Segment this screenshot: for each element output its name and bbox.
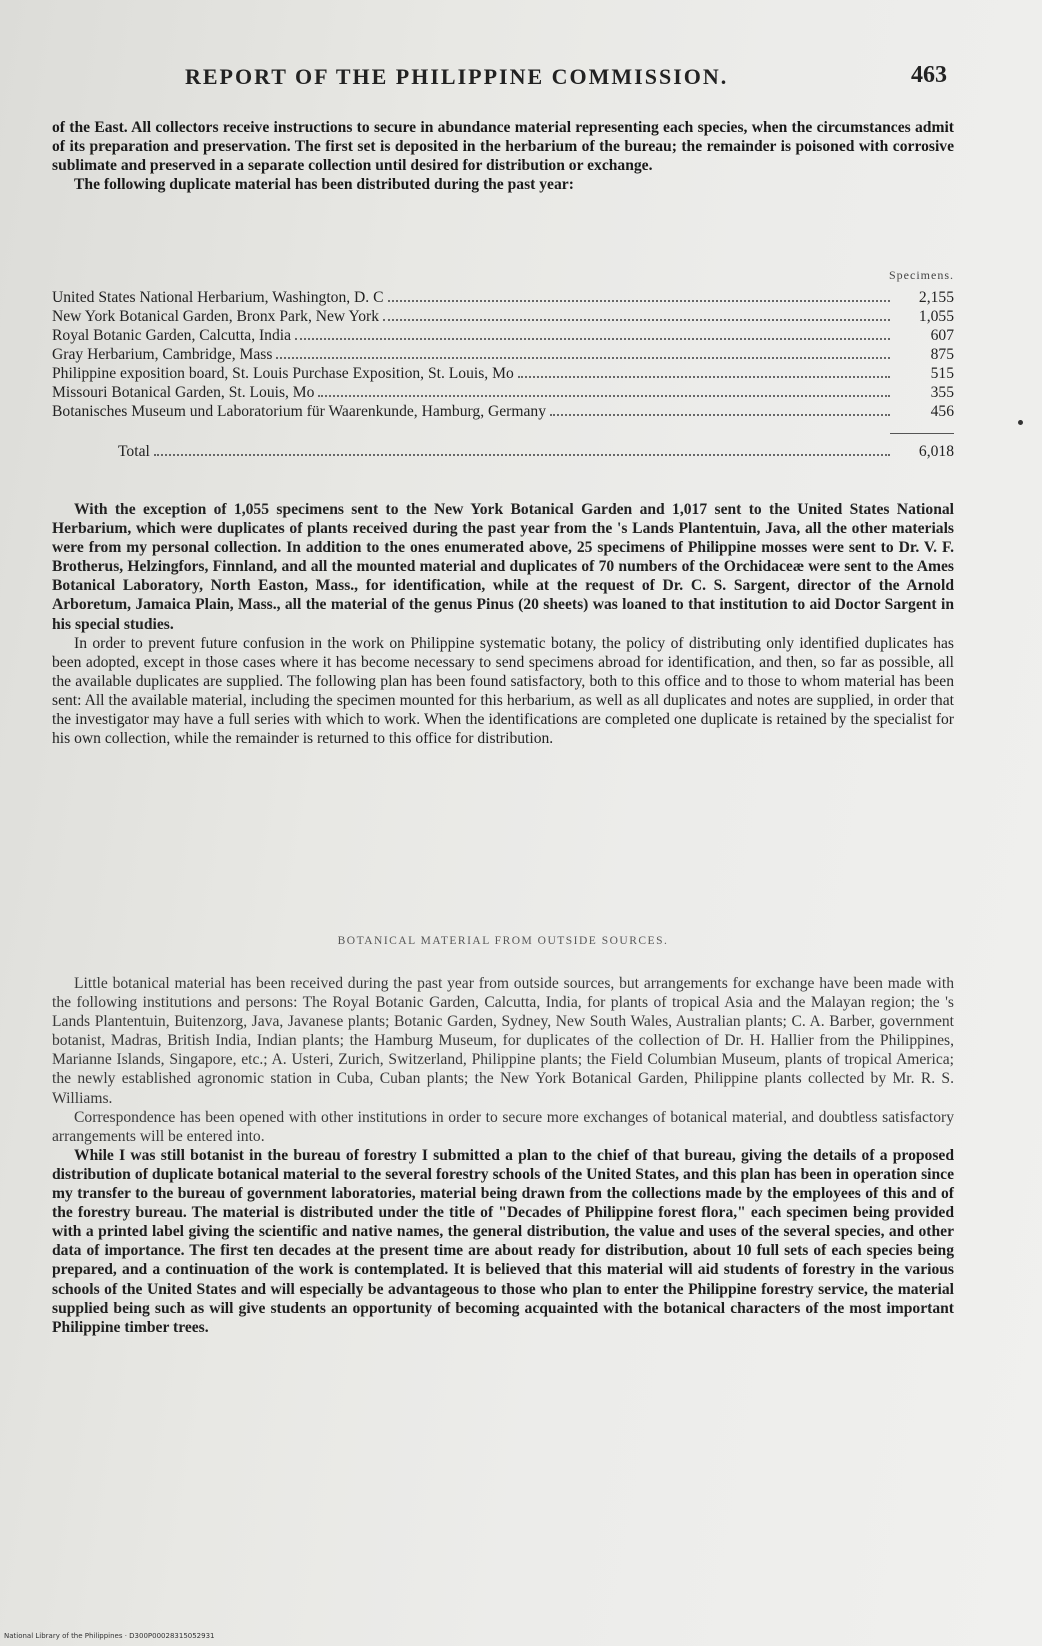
table-row xyxy=(52,326,954,345)
row-label: Botanisches Museum und Laboratorium für Waarenkunde, Hamburg, Germany xyxy=(52,403,547,420)
intro-block xyxy=(52,118,954,194)
distribution-table xyxy=(52,268,954,461)
row-value: 1,055 xyxy=(918,308,954,325)
body-block xyxy=(52,500,954,748)
section-paragraph: While I was still botanist in the bureau of forestry I submitted a plan to the chief of that bureau, giving the details of a proposed distribution of duplicate botanical material to the several forestry schools of the United States, and this plan has been in operation since my transfer to the bureau of government laboratories, material being drawn from the collections made by the employees of this and of the forestry bureau. The material is distributed under the title of "Decades of Philippine forest flora," each specimen being provided with a printed label giving the scientific and native names, the general distribution, the value and uses of the several species, and other data of importance. The first ten decades at the present time are about ready for distribution, about 10 full sets of each species being prepared, and a continuation of the work is contemplated. It is believed that this material will aid students of forestry in the various schools of the United States and will especially be advantageous to those who plan to enter the Philippine forestry service, the material supplied being such as will give students an opportunity of becoming acquainted with the botanical characters of the most important Philippine timber trees. xyxy=(52,1146,954,1336)
scan-speck xyxy=(1018,420,1023,425)
table-row xyxy=(52,402,954,421)
page-number: 463 xyxy=(911,62,947,88)
column-header: Specimens. xyxy=(889,268,954,282)
row-value: 515 xyxy=(930,365,954,382)
section-paragraph: Correspondence has been opened with other institutions in order to secure more exchanges of botanical material, and doubtless satisfactory arrangements will be entered into. xyxy=(52,1108,954,1145)
scan-footer: National Library of the Philippines · D300P00028315052931 xyxy=(4,1632,215,1640)
row-value: 607 xyxy=(930,327,954,344)
intro-paragraph: of the East. All collectors receive instructions to secure in abundance material representing each species, when the circumstances admit of its preparation and preservation. The first set is deposited in the herbarium of the bureau; the remainder is poisoned with corrosive sublimate and preserved in a separate collection until desired for distribution or exchange. xyxy=(52,119,954,175)
row-label: Missouri Botanical Garden, St. Louis, Mo xyxy=(52,384,315,401)
total-row xyxy=(52,442,954,461)
row-label: Philippine exposition board, St. Louis Purchase Exposition, St. Louis, Mo xyxy=(52,365,514,382)
section-heading: BOTANICAL MATERIAL FROM OUTSIDE SOURCES. xyxy=(337,935,669,947)
table-row xyxy=(52,364,954,383)
table-row xyxy=(52,307,954,326)
table-row xyxy=(52,383,954,402)
leader-dots xyxy=(154,454,890,456)
section-block xyxy=(52,974,954,1337)
leader-dots xyxy=(383,319,890,321)
leader-dots xyxy=(295,338,890,340)
leader-dots xyxy=(388,300,890,302)
row-value: 355 xyxy=(930,384,954,401)
leader-dots xyxy=(518,376,890,378)
leader-dots xyxy=(550,414,890,416)
section-paragraph: Little botanical material has been received during the past year from outside sources, but arrangements for exchange have been made with the following institutions and persons: The Royal Botanic Garden, Calcutta, India, for plants of tropical Asia and the Malayan region; the 's Lands Plantentuin, Buitenzorg, Java, Javanese plants; Botanic Garden, Sydney, New South Wales, Australian plants; C. A. Barber, government botanist, Madras, British India, Indian plants; the Hamburg Museum, for duplicates of the collection of Dr. H. Hallier from the Philippines, Marianne Islands, Singapore, etc.; A. Usteri, Zurich, Switzerland, Philippine plants; the Field Columbian Museum, plants of tropical America; the newly established agronomic station in Cuba, Cuban plants; the New York Botanical Garden, Philippine plants collected by Mr. R. S. Williams. xyxy=(52,975,954,1107)
body-paragraph: With the exception of 1,055 specimens sent to the New York Botanical Garden and 1,017 sent to the United States National Herbarium, which were duplicates of plants received during the past year from the 's Lands Plantentuin, Java, all the other materials were from my personal collection. In addition to the ones enumerated above, 25 specimens of Philippine mosses were sent to Dr. V. F. Brotherus, Helzingfors, Finnland, and all the mounted material and duplicates of 70 numbers of the Orchidaceæ were sent to the Ames Botanical Laboratory, North Easton, Mass., for identification, while at the request of Dr. C. S. Sargent, director of the Arnold Arboretum, Jamaica Plain, Mass., all the material of the genus Pinus (20 sheets) was loaned to that institution to aid Doctor Sargent in his special studies. xyxy=(52,501,954,633)
table-row xyxy=(52,345,954,364)
body-paragraph: In order to prevent future confusion in the work on Philippine systematic botany, the policy of distributing only identified duplicates has been adopted, except in those cases where it has become necessary to send specimens abroad for identification, and then, so far as possible, all the available duplicates are supplied. The following plan has been found satisfactory, both to this office and to those to whom material has been sent: All the available material, including the specimen mounted for this herbarium, as well as all duplicates and notes are supplied, in order that the investigator may have a full series with which to work. When the identifications are completed one duplicate is retained by the specialist for his own collection, while the remainder is returned to this office for distribution. xyxy=(52,634,954,748)
row-value: 875 xyxy=(930,346,954,363)
leader-dots xyxy=(276,357,890,359)
row-label: New York Botanical Garden, Bronx Park, New York xyxy=(52,308,380,325)
row-label: Royal Botanic Garden, Calcutta, India xyxy=(52,327,292,344)
row-value: 2,155 xyxy=(918,289,954,306)
row-label: United States National Herbarium, Washington, D. C xyxy=(52,289,384,306)
total-rule xyxy=(890,433,954,442)
distribution-intro: The following duplicate material has been distributed during the past year: xyxy=(74,176,574,194)
running-head: REPORT OF THE PHILIPPINE COMMISSION. xyxy=(185,64,729,89)
table-row xyxy=(52,288,954,307)
row-label: Gray Herbarium, Cambridge, Mass xyxy=(52,346,273,363)
row-value: 456 xyxy=(930,403,954,420)
page-header xyxy=(185,64,947,94)
total-value: 6,018 xyxy=(918,443,954,460)
total-label: Total xyxy=(118,443,150,460)
leader-dots xyxy=(318,395,890,397)
